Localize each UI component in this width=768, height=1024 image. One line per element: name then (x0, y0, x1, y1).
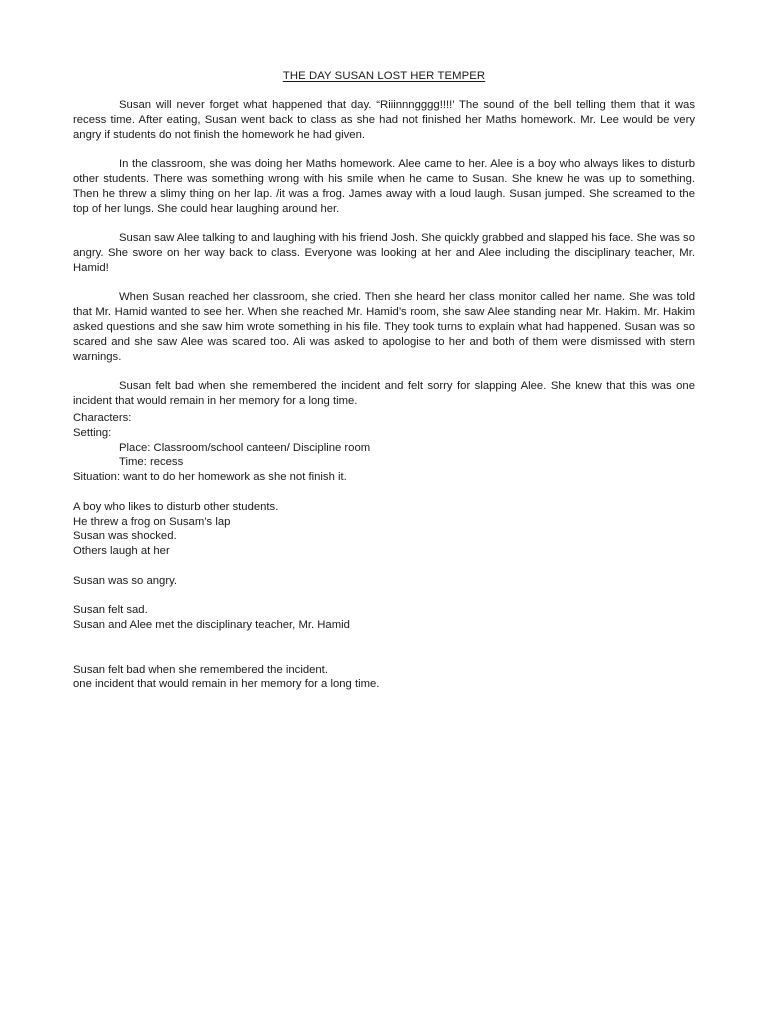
story-paragraph: Susan felt bad when she remembered the incident and felt sorry for slapping Alee. She knew that this was one incident that would remain in her memory for a long time. (73, 380, 695, 407)
story-paragraph: Susan will never forget what happened that day. “Riiinnngggg!!!!’ The sound of the bell telling them that it was recess time. After eating, Susan went back to class as she had not finished her Maths homework. Mr. Lee would be very angry if students do not finish the homework he had given. (73, 99, 695, 141)
situation-line: Situation: want to do her homework as she not finish it. (73, 471, 347, 484)
notes-line: Susan was shocked. (73, 530, 177, 543)
spacer (73, 633, 695, 663)
setting-place: Place: Classroom/school canteen/ Discipline room (119, 441, 371, 454)
notes-line: one incident that would remain in her memory for a long time. (73, 678, 380, 691)
notes-line: A boy who likes to disturb other students. (73, 500, 279, 513)
characters-label: Characters: (73, 412, 132, 424)
notes-line: He threw a frog on Susam’s lap (73, 515, 231, 528)
story-paragraph: When Susan reached her classroom, she cried. Then she heard her class monitor called her name. She was told that Mr. Hamid wanted to see her. When she reached Mr. Hamid’s room, she saw Alee standing near Mr. Hakim. Mr. Hakim asked questions and she saw him wrote something in his file. They took turns to explain what had happened. Susan was so scared and she saw Alee was scared too. Ali was asked to apologise to her and both of them were dismissed with stern warnings. (73, 291, 695, 363)
setting-time: Time: recess (119, 456, 184, 469)
spacer (73, 485, 695, 500)
story-body (73, 98, 695, 424)
notes-line: Susan was so angry. (73, 574, 178, 587)
spacer (73, 589, 695, 604)
notes-line: Susan felt bad when she remembered the incident. (73, 663, 328, 676)
story-paragraph: Susan saw Alee talking to and laughing with his friend Josh. She quickly grabbed and slapped his face. She was so angry. She swore on her way back to class. Everyone was looking at her and Alee including the disciplinary teacher, Mr. Hamid! (73, 232, 695, 274)
notes-line: Others laugh at her (73, 545, 170, 558)
story-paragraph: In the classroom, she was doing her Maths homework. Alee came to her. Alee is a boy who always likes to disturb other students. There was something wrong with his smile when he came to Susan. She knew he was up to something. Then he threw a slimy thing on her lap. /it was a frog. James away with a loud laugh. Susan jumped. She screamed to the top of her lungs. She could hear laughing around her. (73, 158, 695, 215)
story-notes (73, 411, 695, 692)
setting-label: Setting: (73, 426, 112, 439)
spacer (73, 559, 695, 574)
notes-line: Susan and Alee met the disciplinary teacher, Mr. Hamid (73, 619, 350, 632)
document-title: THE DAY SUSAN LOST HER TEMPER (282, 70, 486, 82)
notes-line: Susan felt sad. (73, 604, 148, 617)
